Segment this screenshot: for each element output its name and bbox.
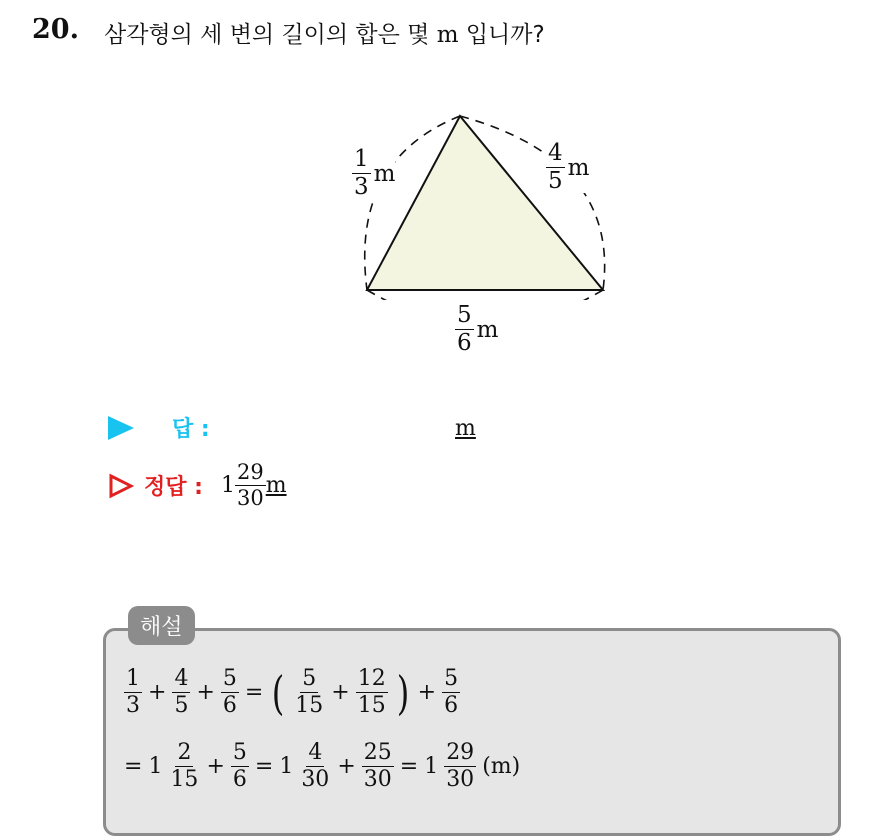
right-side-label <box>546 142 589 193</box>
left-unit: m <box>373 160 396 187</box>
left-den: 3 <box>354 174 369 200</box>
correct-label: 정답 : <box>144 475 203 500</box>
correct-value <box>221 462 287 509</box>
bottom-side-arc <box>367 290 603 300</box>
question-suffix: 입니까? <box>465 22 545 48</box>
bottom-unit: m <box>476 316 499 343</box>
solution-tag: 해설 <box>128 606 195 645</box>
solution-box <box>103 628 841 836</box>
answer-row <box>108 412 210 443</box>
answer-label: 답 : <box>172 417 210 442</box>
question-unit: m <box>436 22 459 48</box>
triangle-figure <box>330 100 630 300</box>
right-unit: m <box>567 154 590 181</box>
bottom-side-label <box>455 304 498 355</box>
correct-answer-row <box>108 462 287 509</box>
left-side-label <box>352 148 395 199</box>
bottom-den: 6 <box>457 330 472 356</box>
correct-num: 29 <box>236 460 264 484</box>
solution-line-2: = 1 $\frac{2}{15}$ + $\frac{5}{6}$ = 1 $\frac{4}{30}$ + $\frac{25}{30}$ = 1 $\frac{29}{30}$ (m) <box>124 740 521 792</box>
play-triangle-icon <box>108 416 134 440</box>
question-stem: 삼각형의 세 변의 길이의 합은 몇 <box>104 22 430 48</box>
open-paren: ( <box>272 665 285 720</box>
outline-triangle-icon <box>108 473 134 499</box>
right-num: 4 <box>548 140 563 166</box>
bottom-num: 5 <box>457 302 472 328</box>
answer-blank-unit[interactable]: m <box>455 416 476 441</box>
right-den: 5 <box>548 168 563 194</box>
close-paren: ) <box>396 665 409 720</box>
solution-line-1: $\frac{1}{3}$ + $\frac{4}{5}$ + $\frac{5}{6}$ = ( $\frac{5}{15}$ + $\frac{12}{15}$ ) + $\frac{5}{6}$ <box>126 665 459 720</box>
correct-unit: m <box>265 473 287 498</box>
correct-den: 30 <box>236 486 264 510</box>
question-number: 20. <box>32 14 79 45</box>
question-text <box>104 16 545 49</box>
correct-whole: 1 <box>220 473 235 498</box>
left-num: 1 <box>354 146 369 172</box>
